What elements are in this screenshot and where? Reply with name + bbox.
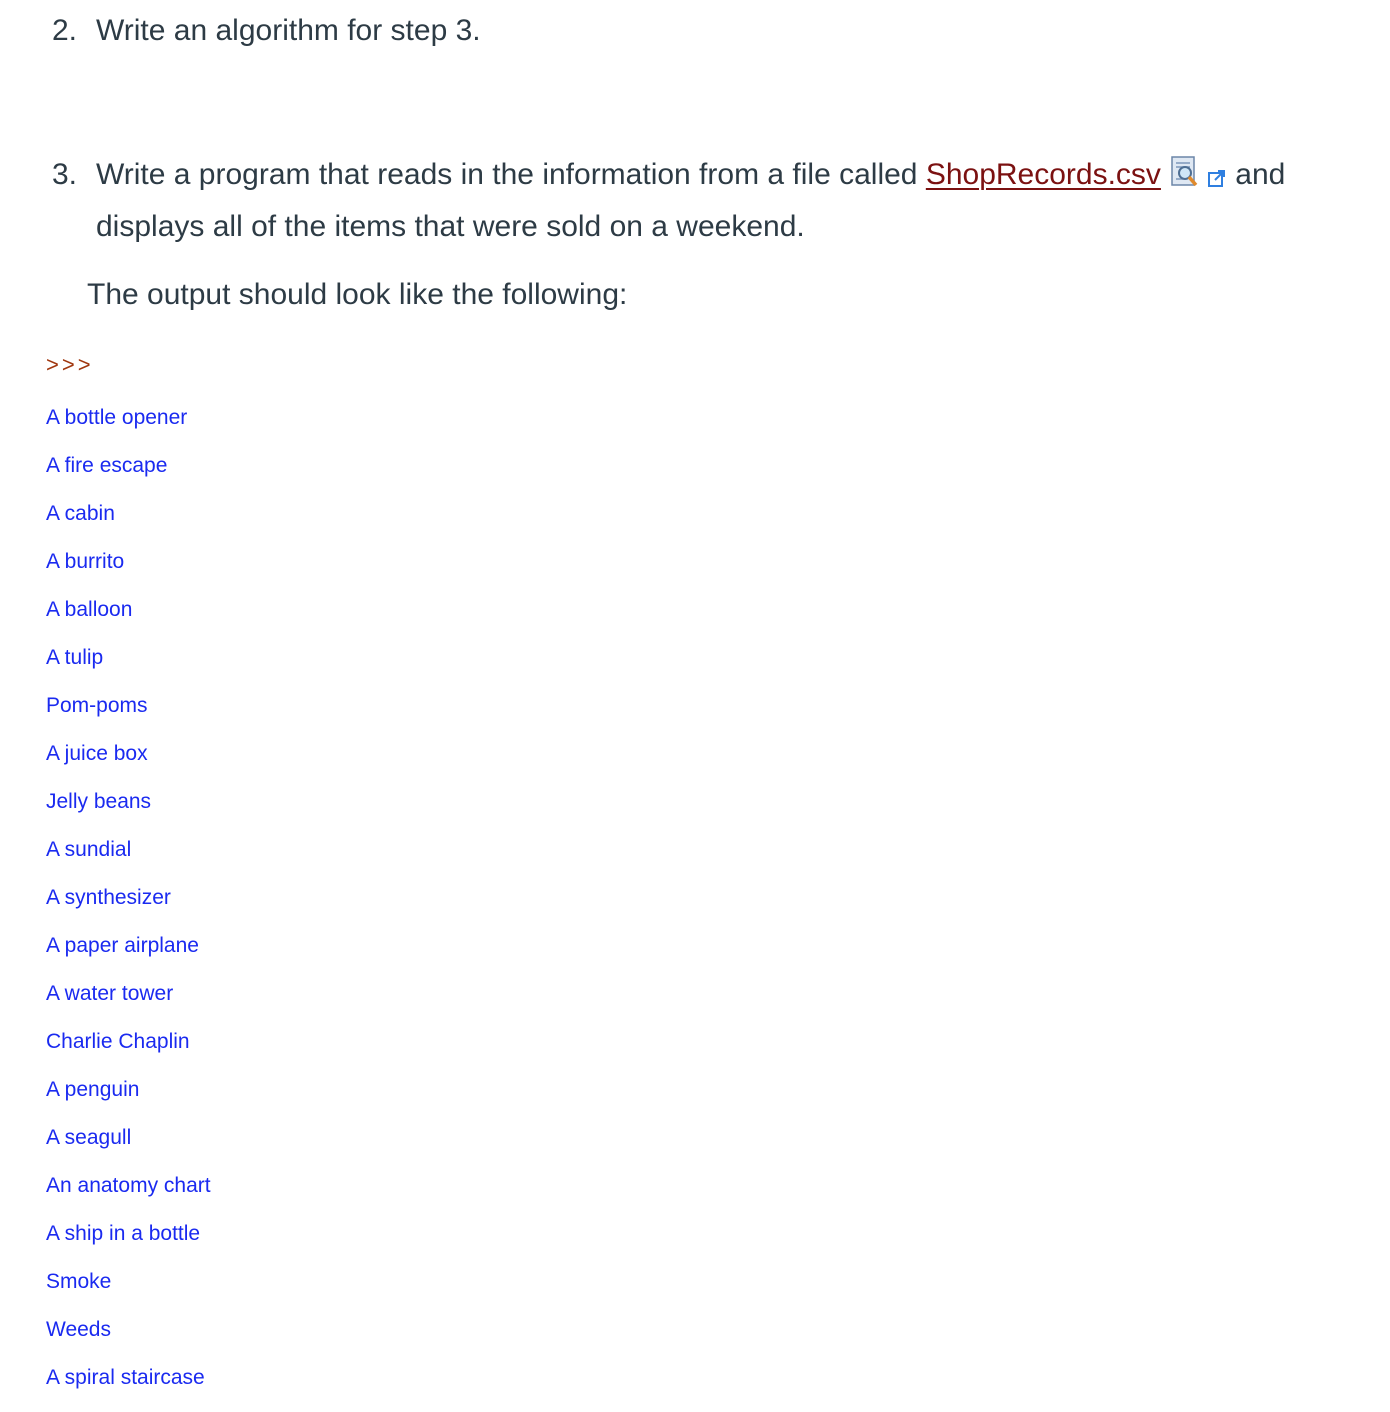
output-item: A bottle opener: [46, 406, 188, 429]
step-text-before: Write a program that reads in the information from a file called: [96, 158, 918, 191]
shell-prompt: >>>: [46, 352, 94, 377]
output-item: A fire escape: [46, 454, 168, 477]
output-item: A cabin: [46, 502, 115, 525]
output-item: A sundial: [46, 838, 132, 861]
step-number: 3.: [52, 158, 78, 191]
output-item: A seagull: [46, 1126, 132, 1149]
output-item: Pom-poms: [46, 694, 148, 717]
shoprecords-file-link[interactable]: ShopRecords.csv: [925, 158, 1161, 191]
output-item: A paper airplane: [46, 934, 199, 957]
step-3: [52, 151, 1356, 251]
step-text-after: and displays all of the items that were sold on a weekend.: [96, 158, 1286, 243]
step-number: 2.: [52, 14, 78, 47]
step-text: Write an algorithm for step 3.: [96, 14, 481, 47]
output-item: Smoke: [46, 1270, 112, 1293]
output-item: A water tower: [46, 982, 174, 1005]
output-item: A penguin: [46, 1078, 140, 1101]
output-item: Weeds: [46, 1318, 111, 1341]
output-items-list: [46, 404, 211, 1412]
output-item: A ship in a bottle: [46, 1222, 201, 1245]
output-item: A spiral staircase: [46, 1366, 205, 1389]
output-item: A synthesizer: [46, 886, 171, 909]
output-item: An anatomy chart: [46, 1174, 211, 1197]
output-item: A juice box: [46, 742, 148, 765]
output-item: Jelly beans: [46, 790, 152, 813]
output-intro: The output should look like the following:: [87, 278, 628, 311]
output-item: A balloon: [46, 598, 133, 621]
output-item: Charlie Chaplin: [46, 1030, 190, 1053]
output-item: A burrito: [46, 550, 125, 573]
step-2: [52, 7, 1356, 55]
external-link-icon[interactable]: [1207, 155, 1227, 203]
output-item: A tulip: [46, 646, 104, 669]
file-preview-icon[interactable]: [1171, 155, 1199, 203]
